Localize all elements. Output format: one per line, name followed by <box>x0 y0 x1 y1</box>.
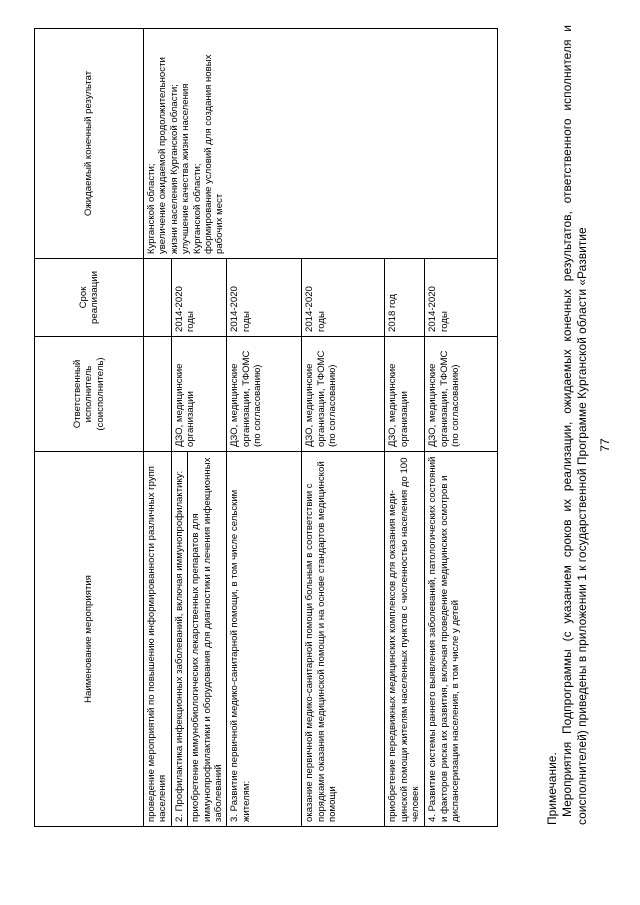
measure-name-cell: проведение мероприятий по повышению информированности различных групп населения <box>144 452 172 827</box>
measure-name-cell: 2. Профилактика инфекционных заболеваний, включая иммунопрофилактику: <box>171 452 187 827</box>
term-cell: 2014-2020 годы <box>227 259 302 337</box>
measure-name-cell: приобретение передвижных медицинских комплексов для оказания меди-цинской помощи жителям населенных пунктов с численностью населения до 100 человек <box>385 452 425 827</box>
note-block <box>545 25 590 825</box>
executor-cell <box>144 337 172 452</box>
page-number: 77 <box>598 438 612 452</box>
header-measure-name: Наименование мероприятия <box>35 452 144 827</box>
executor-cell: ДЗО, медицинские организации, ТФОМС (по согласованию) <box>425 337 498 452</box>
measure-name-cell: 4. Развитие системы раннего выявления заболеваний, патологических состояний и факторов риска их развития, включая проведение медицинских осмотров и диспансеризации населения, в том числе у детей <box>425 452 498 827</box>
expected-result-cell: Курганской области; увеличение ожидаемой продолжительности жизни населения Курганской области; улучшение качества жизни населения Курганской области; формирование условий для создания новых рабочих мест <box>144 29 498 259</box>
measure-name-cell: оказание первичной медико-санитарной помощи больным в соответствии с порядками оказания медицинской помощи и на основе стандартов медицинской помощи <box>302 452 385 827</box>
executor-cell: ДЗО, медицинские организации <box>171 337 227 452</box>
term-cell <box>144 259 172 337</box>
table-row <box>144 29 172 827</box>
measure-name-cell: приобретение иммунобиологических лекарственных препаратов для иммунопрофилактики и оборудования для диагностики и лечения инфекционных заболеваний <box>188 452 227 827</box>
executor-cell: ДЗО, медицинские организации, ТФОМС (по согласованию) <box>227 337 302 452</box>
measures-table <box>34 28 498 827</box>
table-header-row <box>35 29 144 827</box>
term-cell: 2014-2020 годы <box>425 259 498 337</box>
header-expected-result: Ожидаемый конечный результат <box>35 29 144 259</box>
executor-cell: ДЗО, медицинские организации, ТФОМС (по согласованию) <box>302 337 385 452</box>
executor-cell: ДЗО, медицинские организации <box>385 337 425 452</box>
header-term: Срок реализации <box>35 259 144 337</box>
note-text: Мероприятия Подпрограммы (с указанием сроков их реализации, ожидаемых конечных результатов, ответственного исполнителя и соисполнителей) приведены в приложении 1 к государственной Программе Курганской области «Развитие <box>560 25 589 825</box>
note-title: Примечание. <box>545 752 559 825</box>
term-cell: 2014-2020 годы <box>302 259 385 337</box>
measure-name-cell: 3. Развитие первичной медико-санитарной помощи, в том числе сельским жителям: <box>227 452 302 827</box>
header-executor: Ответственный исполнитель (соисполнитель) <box>35 337 144 452</box>
term-cell: 2018 год <box>385 259 425 337</box>
term-cell: 2014-2020 годы <box>171 259 227 337</box>
